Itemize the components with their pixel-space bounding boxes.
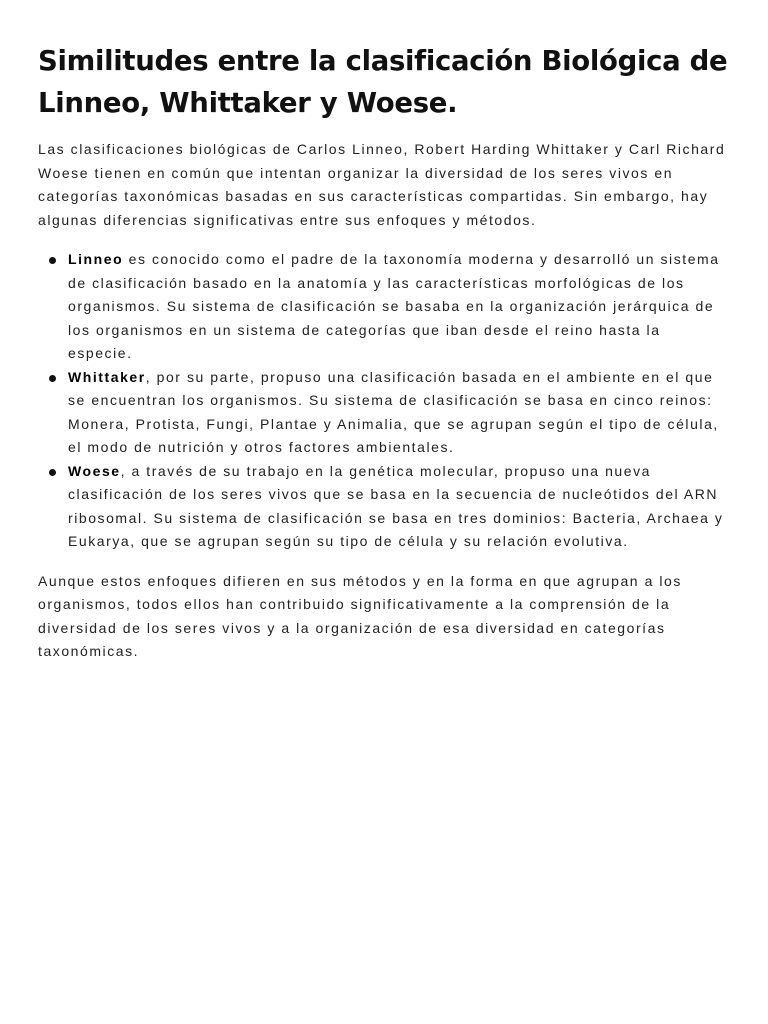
intro-paragraph: Las clasificaciones biológicas de Carlos Linneo, Robert Harding Whittaker y Carl Richard Woese tienen en común que intentan organizar la diversidad de los seres vivos en categorías taxonómicas basadas en sus características compartidas. Sin embargo, hay algunas diferencias significativas entre sus enfoques y métodos. [38,141,726,228]
list-item-whittaker [68,366,730,460]
list-item-text: es conocido como el padre de la taxonomía moderna y desarrolló un sistema de clasificación basado en la anatomía y las características morfológicas de los organismos. Su sistema de clasificación se basaba en la organización jerárquica de los organismos en un sistema de categorías que iban desde el reino hasta la especie. [68,251,720,361]
page-title: Similitudes entre la clasificación Biológica de Linneo, Whittaker y Woese. [38,45,728,119]
conclusion-paragraph: Aunque estos enfoques difieren en sus métodos y en la forma en que agrupan a los organismos, todos ellos han contribuido significativamente a la comprensión de la diversidad de los seres vivos y a la organización de esa diversidad en categorías taxonómicas. [38,572,682,659]
list-item-term: Linneo [68,251,124,267]
list-item-term: Whittaker [68,368,146,385]
list-item-linneo [68,248,730,366]
list-item-woese [68,460,730,554]
list-item-text: , a través de su trabajo en la genética molecular, propuso una nueva clasificación de los seres vivos que se basa en la secuencia de nucleótidos del ARN ribosomal. Su sistema de clasificación se basa en tres dominios: Bacteria, Archaea y Eukarya, que se agrupan según su tipo de célula y su relación evolutiva. [68,462,724,549]
list-item-term: Woese [68,462,121,479]
document-page [38,40,730,664]
classification-list [38,248,730,554]
list-item-text: , por su parte, propuso una clasificación basada en el ambiente en el que se encuentran los organismos. Su sistema de clasificación se basa en cinco reinos: Monera, Protista, Fungi, Plantae y Animalia, que se agrupan según el tipo de célula, el modo de nutrición y otros factores ambientales. [68,368,719,455]
